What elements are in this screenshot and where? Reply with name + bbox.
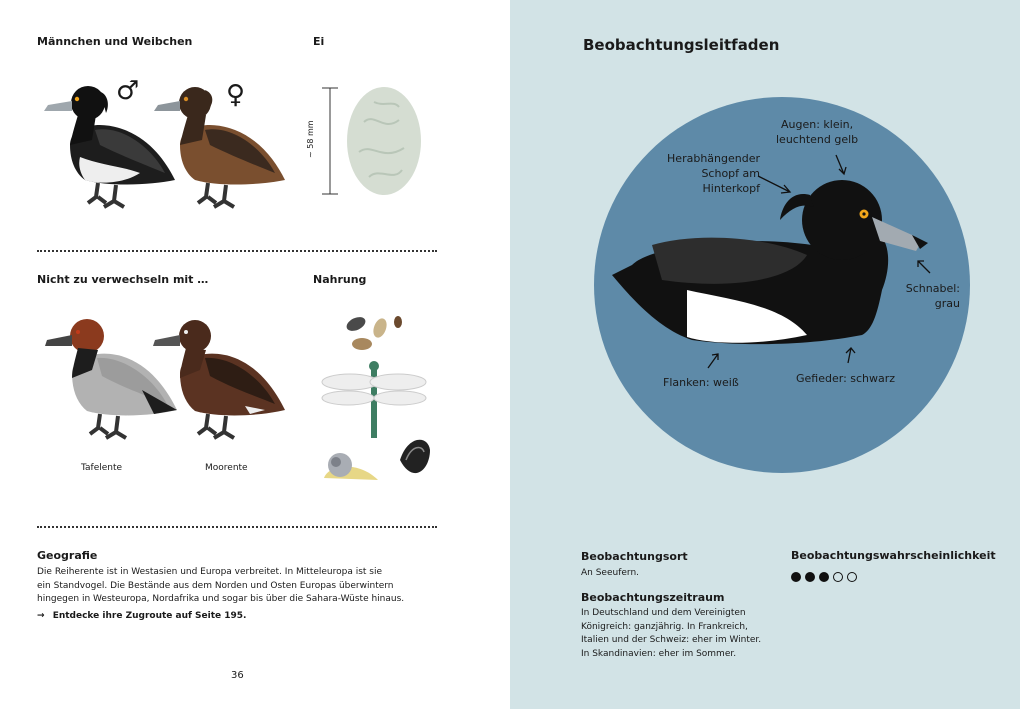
- female-duck-illustration: [150, 85, 290, 215]
- geography-heading: Geografie: [37, 549, 98, 562]
- divider-2: [37, 526, 437, 528]
- rating-dot-icon: [805, 572, 815, 582]
- guide-title: Beobachtungsleitfaden: [583, 36, 780, 54]
- egg-illustration: [314, 82, 424, 200]
- rating-dot-icon: [791, 572, 801, 582]
- egg-heading: Ei: [313, 35, 325, 48]
- flanks-label: Flanken: weiß: [663, 376, 739, 389]
- period-heading: Beobachtungszeitraum: [581, 591, 725, 604]
- divider-1: [37, 250, 437, 252]
- period-text: In Deutschland und dem Vereinigten Königreich: ganzjährig. In Frankreich, Italien und der Schweiz: eher im Winter. In Skandinavien: eher im Sommer.: [581, 608, 762, 659]
- confusion-heading: Nicht zu verwechseln mit …: [37, 273, 209, 286]
- pochard-label: Tafelente: [81, 463, 123, 473]
- crest-label: Herabhängender Schopf am Hinterkopf: [667, 152, 760, 195]
- female-symbol: ♀: [226, 80, 246, 110]
- route-link-text: Entdecke ihre Zugroute auf Seite 195.: [52, 611, 247, 621]
- rating-dot-icon: [833, 572, 843, 582]
- food-heading: Nahrung: [313, 273, 367, 286]
- route-link[interactable]: [37, 611, 246, 621]
- rating-dot-icon: [847, 572, 857, 582]
- place-text: An Seeufern.: [581, 568, 640, 578]
- egg-size-label: ~ 58 mm: [306, 120, 315, 158]
- sexes-heading: Männchen und Weibchen: [37, 35, 193, 48]
- geography-text: Die Reiherente ist in Westasien und Europa verbreitet. In Mitteleuropa ist sie ein Standvogel. Die Bestände aus dem Norden und Osten Europas überwintern hingegen in Westeuropa, Nordafrika und sogar bis über die Sahara-Wüste hinaus.: [37, 567, 405, 604]
- rating-dot-icon: [819, 572, 829, 582]
- male-symbol: ♂: [116, 76, 140, 106]
- arrow-right-icon: →: [37, 611, 45, 621]
- beak-label: Schnabel: grau: [905, 282, 960, 310]
- eyes-label: Augen: klein, leuchtend gelb: [776, 118, 859, 146]
- page-number: 36: [231, 670, 244, 681]
- plumage-label: Gefieder: schwarz: [796, 372, 896, 385]
- ferruginous-duck-illustration: [150, 318, 290, 448]
- probability-heading: Beobachtungswahrscheinlichkeit: [791, 549, 996, 562]
- food-illustration: [318, 310, 433, 490]
- probability-rating: [791, 572, 857, 582]
- ferruginous-label: Moorente: [205, 463, 248, 473]
- right-page: [510, 0, 1020, 709]
- place-heading: Beobachtungsort: [581, 550, 688, 563]
